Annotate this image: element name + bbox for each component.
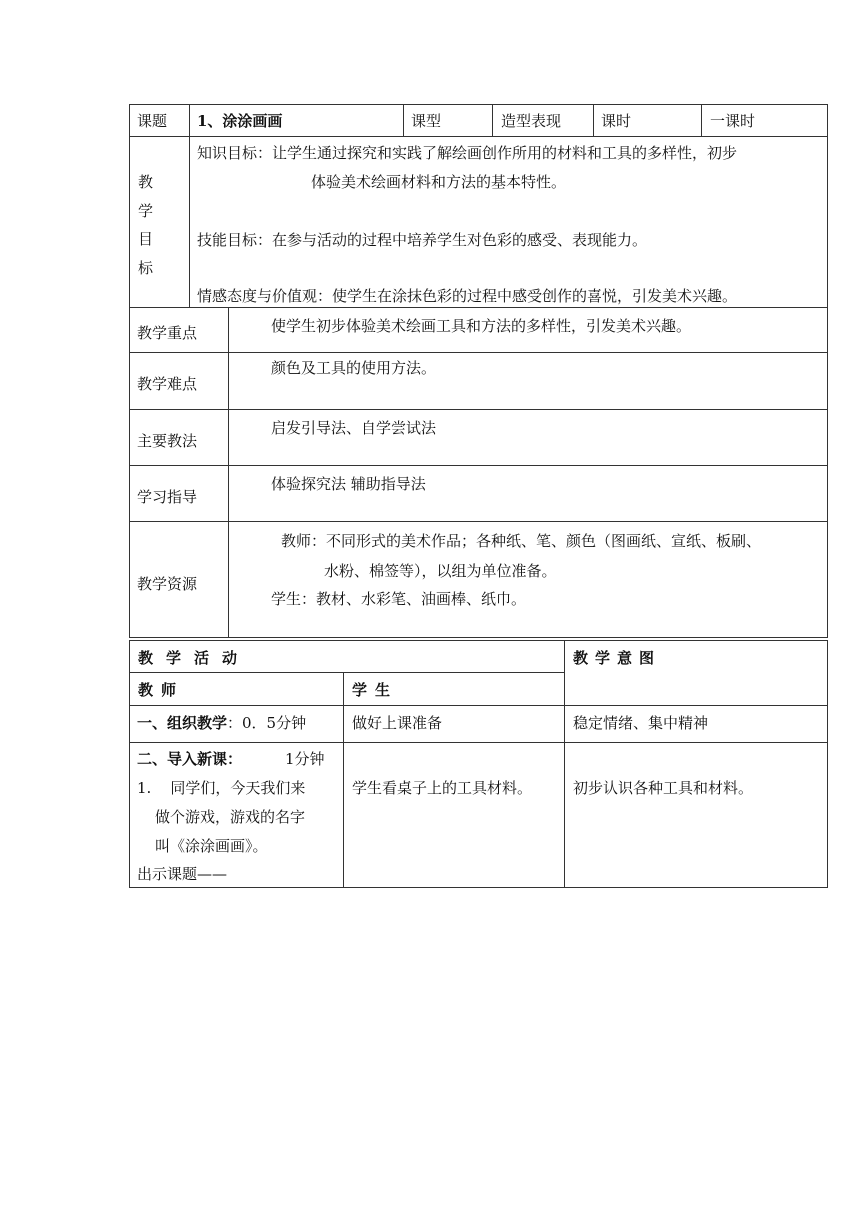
difficulty-value: 颜色及工具的使用方法。 (271, 359, 437, 377)
activities-header: 教学活动 (138, 649, 251, 667)
intro-student: 学生看桌子上的工具材料。 (352, 779, 533, 797)
difficulty-label: 教学难点 (137, 375, 198, 393)
resources-teacher-line2: 水粉、棉签等），以组为单位准备。 (324, 562, 557, 580)
table-row-organize-student: 做好上课准备 (352, 714, 443, 732)
resources-student: 学生：教材、水彩笔、油画棒、纸巾。 (271, 590, 527, 608)
study-guidance-label: 学习指导 (137, 488, 198, 506)
table-row-organize-intent: 稳定情绪、集中精神 (573, 714, 709, 732)
key-point-label: 教学重点 (137, 324, 198, 342)
intro-teacher-line4: 出示课题—— (137, 865, 228, 883)
objectives-label-char: 学 (138, 202, 154, 220)
intro-teacher-line2: 做个游戏，游戏的名字 (155, 808, 306, 826)
topic-label: 课题 (137, 112, 168, 130)
emotion-objective: 情感态度与价值观：使学生在涂抹色彩的过程中感受创作的喜悦，引发美术兴趣。 (197, 287, 738, 305)
intent-header: 教学意图 (573, 649, 662, 667)
teaching-method-label: 主要教法 (137, 432, 198, 450)
topic-value: 1、涂涂画画 (197, 112, 283, 130)
objectives-label-char: 标 (138, 259, 154, 277)
key-point-value: 使学生初步体验美术绘画工具和方法的多样性，引发美术兴趣。 (271, 317, 692, 335)
lesson-type-label: 课型 (411, 112, 442, 130)
intro-title: 二、导入新课： (137, 750, 243, 768)
class-hours-label: 课时 (601, 112, 632, 130)
knowledge-objective-line2: 体验美术绘画材料和方法的基本特性。 (311, 173, 567, 191)
objectives-label-char: 目 (138, 230, 154, 248)
table-row-organize-teacher: 一、组织教学：0．5分钟 (137, 714, 307, 732)
lesson-type-value: 造型表现 (501, 112, 562, 130)
intro-time: 1分钟 (285, 750, 325, 768)
teacher-header: 教师 (138, 681, 185, 699)
resources-teacher-line1: 教师：不同形式的美术作品；各种纸、笔、颜色（图画纸、宣纸、板刷、 (281, 532, 762, 550)
skill-objective: 技能目标：在参与活动的过程中培养学生对色彩的感受、表现能力。 (197, 231, 648, 249)
intro-teacher-line1: 1. 同学们，今天我们来 (137, 779, 306, 797)
resources-label: 教学资源 (137, 575, 198, 593)
class-hours-value: 一课时 (710, 112, 756, 130)
objectives-label-char: 教 (138, 173, 154, 191)
knowledge-objective-line1: 知识目标：让学生通过探究和实践了解绘画创作所用的材料和工具的多样性，初步 (197, 144, 738, 162)
study-guidance-value: 体验探究法 辅助指导法 (271, 475, 426, 493)
intro-intent: 初步认识各种工具和材料。 (573, 779, 754, 797)
student-header: 学生 (352, 681, 399, 699)
intro-teacher-line3: 叫《涂涂画画》。 (155, 837, 268, 855)
teaching-method-value: 启发引导法、自学尝试法 (271, 419, 437, 437)
